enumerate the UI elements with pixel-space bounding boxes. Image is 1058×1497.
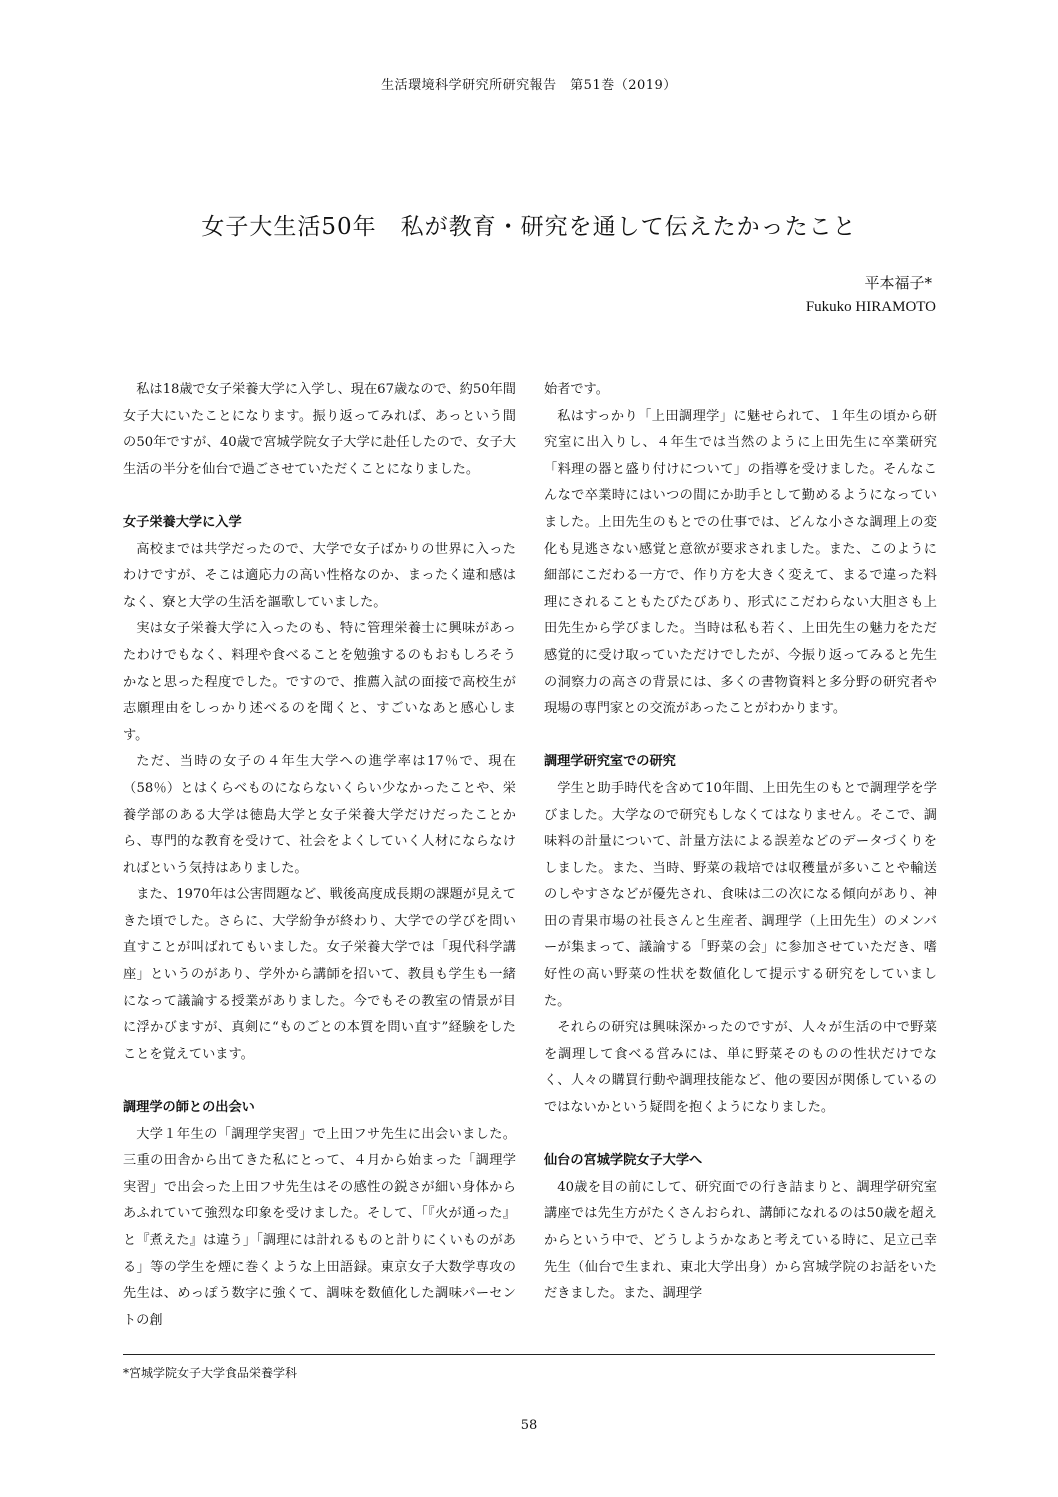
author-name-en: Fukuko HIRAMOTO	[805, 299, 936, 315]
paragraph: また、1970年は公害問題など、戦後高度成長期の課題が見えてきた頃でした。さらに、大学紛争が終わり、大学での学びを問い直すことが叫ばれてもいました。女子栄養大学では「現代科学講座」というのがあり、学外から講師を招いて、教員も学生も一緒になって議論する授業がありました。今でもその教室の情景が目に浮かびますが、真剣に“ものごとの本質を問い直す”経験をしたことを覚えています。	[123, 887, 516, 1062]
left-column	[123, 377, 516, 1334]
paragraph: 実は女子栄養大学に入ったのも、特に管理栄養士に興味があったわけでもなく、料理や食べることを勉強するのもおもしろそうかなと思った程度でした。ですので、推薦入試の面接で高校生が志願理由をしっかり述べるのを聞くと、すごいなあと感心します。	[123, 621, 516, 743]
section-heading-sendai: 仙台の宮城学院女子大学へ	[544, 1153, 703, 1169]
paragraph: それらの研究は興味深かったのですが、人々が生活の中で野菜を調理して食べる営みには、単に野菜そのものの性状だけでなく、人々の購買行動や調理技能など、他の要因が関係しているのではないかという疑問を抱くようになりました。	[544, 1020, 937, 1116]
running-head: 生活環境科学研究所研究報告 第51巻（2019）	[381, 78, 677, 93]
paragraph: ただ、当時の女子の４年生大学への進学率は17％で、現在（58％）とはくらべものにならないくらい少なかったことや、栄養学部のある大学は徳島大学と女子栄養大学だけだったことから、専門的な教育を受けて、社会をよくしていく人材にならなければという気持はありました。	[123, 754, 516, 876]
paragraph: 大学１年生の「調理学実習」で上田フサ先生に出会いました。三重の田舎から出てきた私にとって、４月から始まった「調理学実習」で出会った上田フサ先生はその感性の鋭さが細い身体からあふれていて強烈な印象を受けました。そして、「『火が通った』と『煮えた』は違う」「調理には計れるものと計りにくいものがある」等の学生を煙に巻くような上田語録。東京女子大数学専攻の先生は、めっぽう数字に強くて、調味を数値化した調味パーセントの創	[123, 1126, 516, 1328]
section-heading-nyugaku: 女子栄養大学に入学	[123, 514, 242, 530]
intro-paragraph: 私は18歳で女子栄養大学に入学し、現在67歳なので、約50年間女子大にいたことになります。振り返ってみれば、あっという間の50年ですが、40歳で宮城学院女子大学に赴任したので、女子大生活の半分を仙台で過ごさせていただくことになりました。	[123, 382, 516, 477]
right-column	[544, 377, 937, 1308]
paragraph: 高校までは共学だったので、大学で女子ばかりの世界に入ったわけですが、そこは適応力の高い性格なのか、まったく違和感はなく、寮と大学の生活を謳歌していました。	[123, 541, 516, 610]
section-heading-kenkyushitsu: 調理学研究室での研究	[544, 754, 676, 770]
section-heading-deai: 調理学の師との出会い	[123, 1100, 255, 1116]
footnote-divider	[123, 1354, 935, 1355]
footnote: *宮城学院女子大学食品栄養学科	[123, 1366, 298, 1380]
paragraph: 私はすっかり「上田調理学」に魅せられて、１年生の頃から研究室に出入りし、４年生では当然のように上田先生に卒業研究「料理の器と盛り付けについて」の指導を受けました。そんなこんなで卒業時にはいつの間にか助手として勤めるようになっていました。上田先生のもとでの仕事では、どんな小さな調理上の変化も見逃さない感覚と意欲が要求されました。また、このように細部にこだわる一方で、作り方を大きく変えて、まるで違った料理にされることもたびたびあり、形式にこだわらない大胆さも上田先生から学びました。当時は私も若く、上田先生の魅力をただ感覚的に受け取っていただけでしたが、今振り返ってみると先生の洞察力の高さの背景には、多くの書物資料と多分野の研究者や現場の専門家との交流があったことがわかります。	[544, 408, 937, 717]
paragraph: 40歳を目の前にして、研究面での行き詰まりと、調理学研究室講座では先生方がたくさんおられ、講師になれるのは50歳を超えからという中で、どうしようかなあと考えている時に、足立己幸先生（仙台で生まれ、東北大学出身）から宮城学院のお話をいただきました。また、調理学	[544, 1179, 937, 1302]
paper-title: 女子大生活50年 私が教育・研究を通して伝えたかったこと	[201, 214, 857, 240]
paragraph: 学生と助手時代を含めて10年間、上田先生のもとで調理学を学びました。大学なので研究もしなくてはなりません。そこで、調味料の計量について、計量方法による誤差などのデータづくりをしました。また、当時、野菜の栽培では収穫量が多いことや輸送のしやすさなどが優先され、食味は二の次になる傾向があり、神田の青果市場の社長さんと生産者、調理学（上田先生）のメンバーが集まって、議論する「野菜の会」に参加させていただき、嗜好性の高い野菜の性状を数値化して提示する研究をしていました。	[544, 780, 937, 1009]
author-name-ja: 平本福子*	[864, 274, 932, 292]
continuation-text: 始者です。	[544, 382, 609, 397]
page-number: 58	[520, 1418, 538, 1433]
